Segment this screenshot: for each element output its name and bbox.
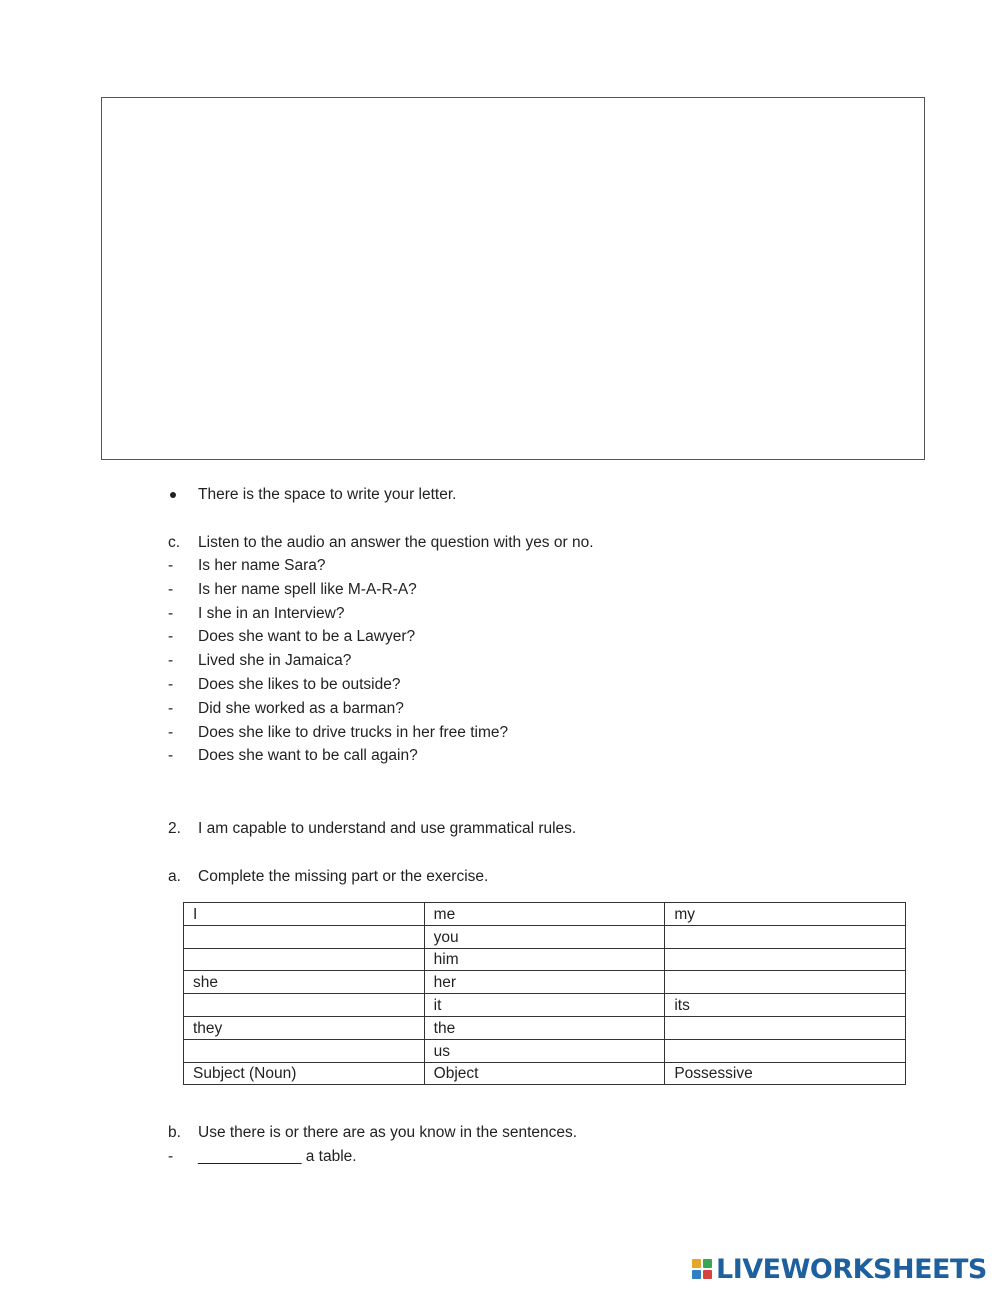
table-cell: Object <box>424 1062 665 1085</box>
logo-tile <box>692 1259 701 1268</box>
question-text: Did she worked as a barman? <box>198 699 404 717</box>
table-cell[interactable] <box>184 948 425 971</box>
logo-icon <box>692 1259 712 1279</box>
section-b-marker: b. <box>168 1124 181 1141</box>
question-text: Is her name spell like M-A-R-A? <box>198 580 417 598</box>
pronoun-table <box>183 902 906 1085</box>
table-cell[interactable] <box>665 1016 906 1039</box>
logo-tile <box>692 1270 701 1279</box>
table-row <box>184 1016 906 1039</box>
dash-marker: - <box>168 747 174 765</box>
logo-tile <box>703 1259 712 1268</box>
table-row <box>184 948 906 971</box>
table-cell: you <box>424 925 665 948</box>
section-a-text: Complete the missing part or the exercise. <box>198 868 489 885</box>
table-cell: her <box>424 971 665 994</box>
question-text: I she in an Interview? <box>198 604 345 622</box>
table-cell: they <box>184 1016 425 1039</box>
table-row <box>184 903 906 926</box>
liveworksheets-logo <box>692 1254 987 1284</box>
dash-marker: - <box>168 580 174 598</box>
table-cell[interactable] <box>665 971 906 994</box>
table-cell: Possessive <box>665 1062 906 1085</box>
table-cell: I <box>184 903 425 926</box>
sentence-end: a table. <box>301 1148 357 1165</box>
table-row <box>184 1039 906 1062</box>
letter-box-note: There is the space to write your letter. <box>198 486 457 503</box>
table-cell: him <box>424 948 665 971</box>
table-header-row <box>184 1062 906 1085</box>
table-row <box>184 925 906 948</box>
question-text: Does she want to be a Lawyer? <box>198 628 416 646</box>
table-cell[interactable] <box>184 1039 425 1062</box>
section-c-instruction: Listen to the audio an answer the question with yes or no. <box>198 534 594 551</box>
dash-marker: - <box>168 557 174 574</box>
bullet-icon <box>170 492 176 498</box>
table-cell[interactable] <box>184 994 425 1017</box>
dash-marker: - <box>168 723 174 741</box>
table-cell: my <box>665 903 906 926</box>
dash-marker: - <box>168 628 174 646</box>
table-cell[interactable] <box>665 925 906 948</box>
question-text: Does she likes to be outside? <box>198 676 401 693</box>
logo-tile <box>703 1270 712 1279</box>
table-cell: Subject (Noun) <box>184 1062 425 1085</box>
table-cell: it <box>424 994 665 1017</box>
table-cell: the <box>424 1016 665 1039</box>
sentence-text <box>198 1146 357 1168</box>
table-cell[interactable] <box>665 1039 906 1062</box>
table-row <box>184 994 906 1017</box>
section-a-marker: a. <box>168 868 181 885</box>
table-cell: me <box>424 903 665 926</box>
table-cell: us <box>424 1039 665 1062</box>
section-2-marker: 2. <box>168 820 181 837</box>
table-cell: she <box>184 971 425 994</box>
letter-writing-box[interactable] <box>101 97 925 460</box>
answer-blank[interactable]: ____________ <box>198 1148 302 1165</box>
table-row <box>184 971 906 994</box>
table-cell: its <box>665 994 906 1017</box>
question-text: Is her name Sara? <box>198 557 326 574</box>
dash-marker: - <box>168 604 174 622</box>
question-text: Lived she in Jamaica? <box>198 652 352 670</box>
dash-marker: - <box>168 652 174 670</box>
question-text: Does she want to be call again? <box>198 747 418 765</box>
section-c-marker: c. <box>168 534 181 551</box>
dash-marker: - <box>168 676 174 693</box>
section-2-text: I am capable to understand and use grammatical rules. <box>198 820 577 837</box>
logo-text: LIVEWORKSHEETS <box>716 1253 987 1285</box>
dash-marker: - <box>168 699 174 717</box>
question-text: Does she like to drive trucks in her free time? <box>198 723 509 741</box>
table-cell[interactable] <box>184 925 425 948</box>
table-cell[interactable] <box>665 948 906 971</box>
dash-marker: - <box>168 1148 174 1165</box>
section-b-text: Use there is or there are as you know in the sentences. <box>198 1124 578 1141</box>
